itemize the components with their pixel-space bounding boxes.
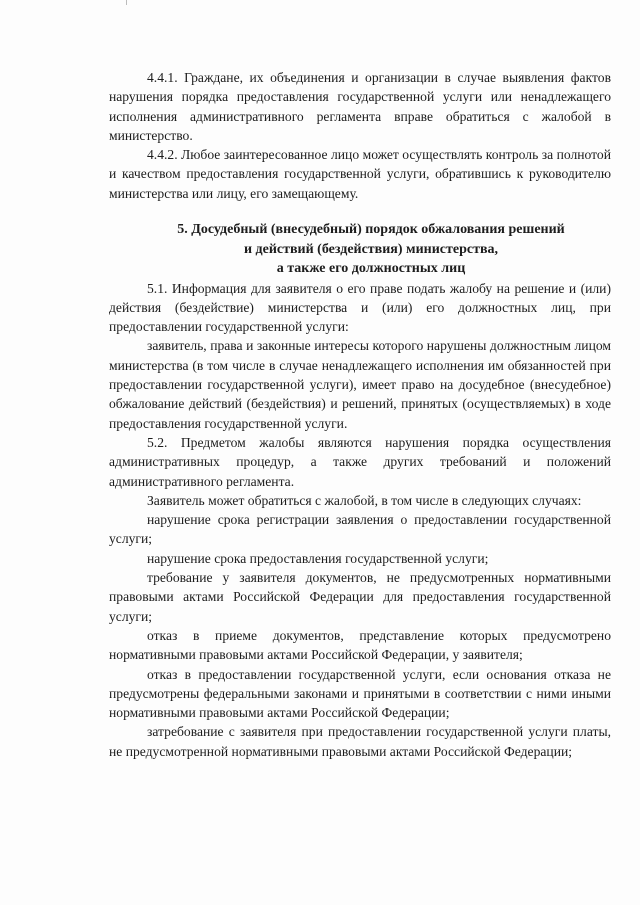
paragraph-5-1: 5.1. Информация для заявителя о его праве подать жалобу на решение и (или) действия (бездействие) министерства и (или) его должностных лиц, при предоставлении государственной услуги: <box>109 280 611 335</box>
list-item-extra-documents: требование у заявителя документов, не предусмотренных нормативными правовыми актами Российской Федерации для предоставления государственной услуги; <box>109 570 611 624</box>
list-item-registration-term: нарушение срока регистрации заявления о предоставлении государственной услуги; <box>109 512 611 547</box>
section-heading-line-1: 5. Досудебный (внесудебный) порядок обжалования решений <box>177 222 565 238</box>
paragraph-applicant-rights: заявитель, права и законные интересы которого нарушены должностным лицом министерства (в том числе в случае ненадлежащего исполнения им обязанностей при предоставлении государственной услуги), имеет право на досудебное (внесудебное) обжалование действий (бездействия) и решений, принятых (осуществляемых) в ходе предоставления государственной услуги. <box>109 338 611 431</box>
paragraph-5-2: 5.2. Предметом жалобы являются нарушения порядка осуществления административных процедур, а также других требований и положений административного регламента. <box>109 434 611 489</box>
list-item-service-refusal: отказ в предоставлении государственной услуги, если основания отказа не предусмотрены федеральными законами и принятыми в соответствии с ними иными нормативными правовыми актами Российской Федерации; <box>109 666 611 721</box>
list-item-fee-demand: затребование с заявителя при предоставлении государственной услуги платы, не предусмотренной нормативными правовыми актами Российской Федерации; <box>109 724 611 759</box>
paragraph-4-4-2: 4.4.2. Любое заинтересованное лицо может осуществлять контроль за полнотой и качеством предоставления государственной услуги, обратившись к руководителю министерства или лицу, его замещающему. <box>109 147 611 201</box>
paragraph-4-4-1: 4.4.1. Граждане, их объединения и организации в случае выявления фактов нарушения порядка предоставления государственной услуги или ненадлежащего исполнения административного регламента вправе обратиться с жалобой в министерство. <box>109 70 611 143</box>
paragraph-complaint-cases: Заявитель может обратиться с жалобой, в том числе в следующих случаях: <box>147 492 582 508</box>
list-item-document-refusal: отказ в приеме документов, представление которых предусмотрено нормативными правовыми актами Российской Федерации, у заявителя; <box>109 627 611 663</box>
section-heading-line-3: а также его должностных лиц <box>276 261 466 277</box>
document-body <box>109 68 611 761</box>
list-item-service-term: нарушение срока предоставления государственной услуги; <box>147 550 489 566</box>
section-heading-line-2: и действий (бездействия) министерства, <box>243 241 499 257</box>
scan-mark <box>126 0 127 5</box>
section-heading <box>109 220 611 279</box>
